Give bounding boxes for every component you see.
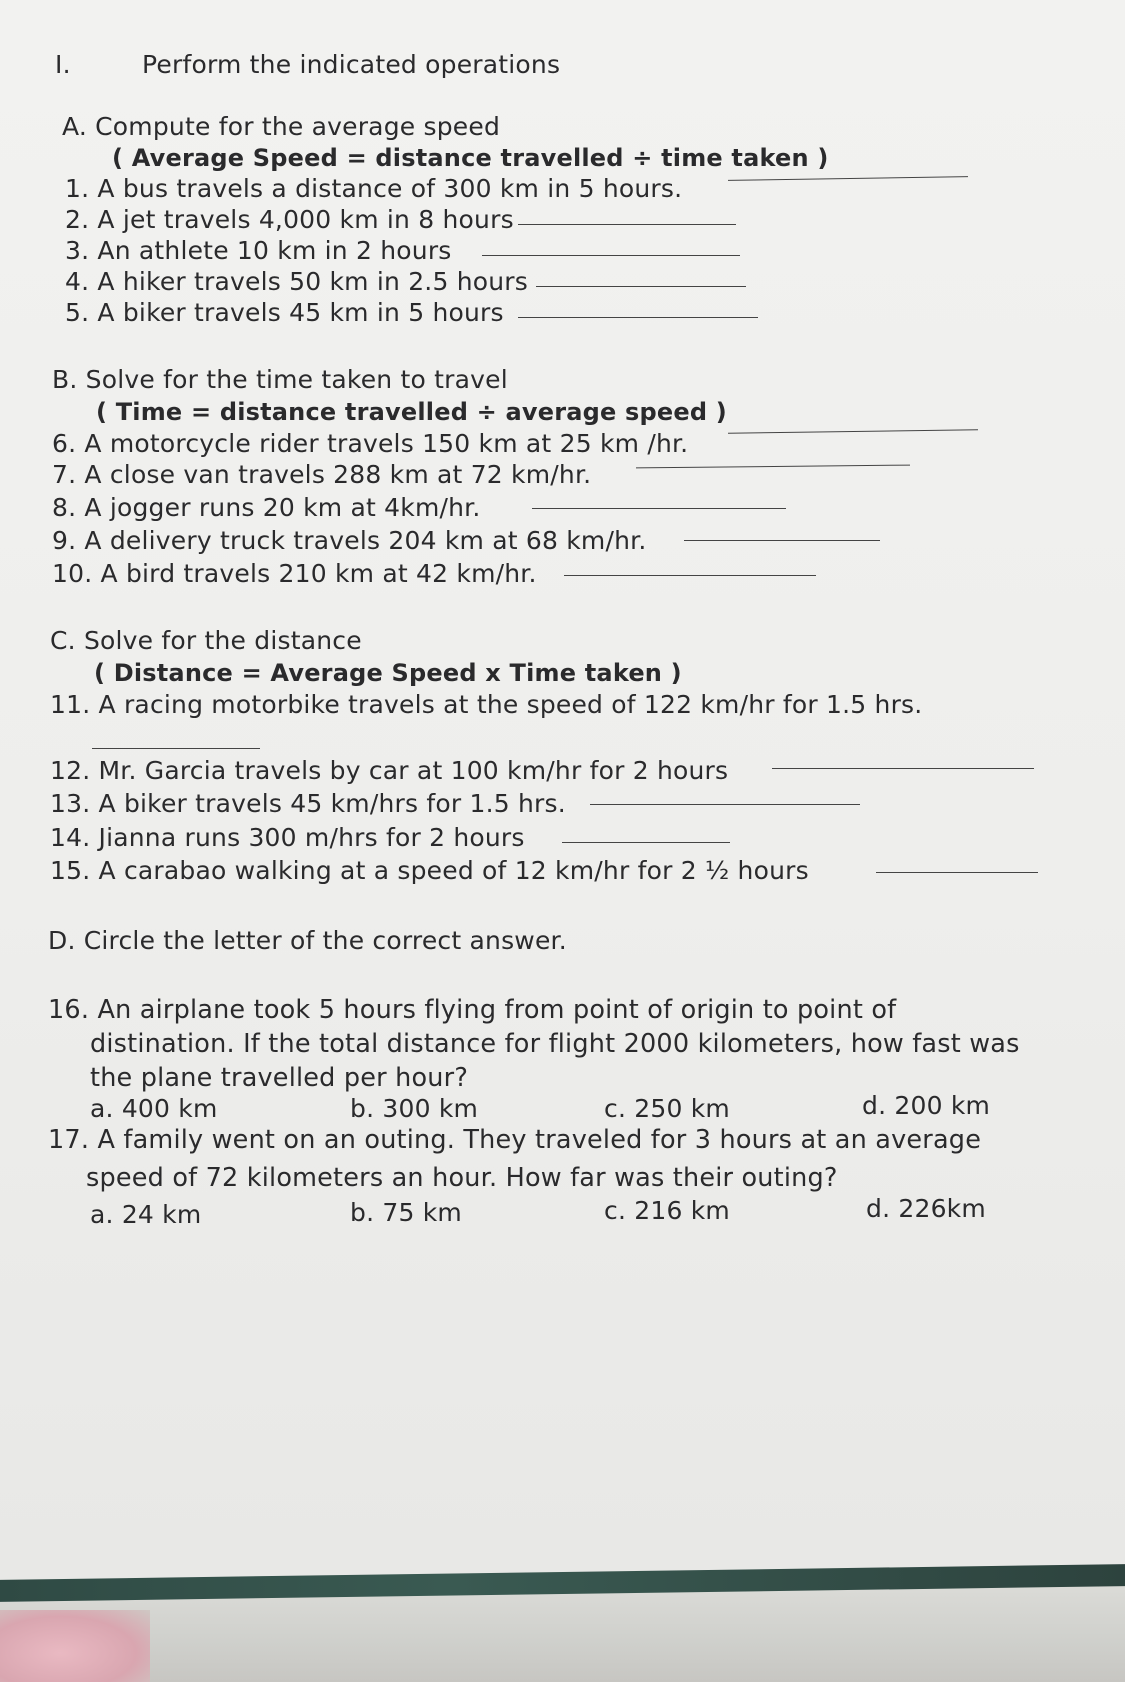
q16-choice-d[interactable]: d. 200 km xyxy=(862,1091,991,1120)
answer-blank-14[interactable] xyxy=(562,842,730,843)
fabric-pink-patch xyxy=(0,1610,150,1682)
roman-numeral: I. xyxy=(55,50,71,79)
section-b-title: B. Solve for the time taken to travel xyxy=(52,365,508,394)
q17-choice-d[interactable]: d. 226km xyxy=(866,1194,986,1223)
question-16-line-1: 16. An airplane took 5 hours flying from point of origin to point of xyxy=(48,995,897,1025)
section-c-formula: ( Distance = Average Speed x Time taken ) xyxy=(94,659,682,687)
question-16-line-3: the plane travelled per hour? xyxy=(90,1063,469,1093)
question-7: 7. A close van travels 288 km at 72 km/hr. xyxy=(52,460,592,489)
section-a-formula: ( Average Speed = distance travelled ÷ time taken ) xyxy=(112,144,829,172)
worksheet-title: Perform the indicated operations xyxy=(142,50,561,79)
question-8: 8. A jogger runs 20 km at 4km/hr. xyxy=(52,493,481,522)
question-2: 2. A jet travels 4,000 km in 8 hours xyxy=(65,205,514,234)
section-b-formula: ( Time = distance travelled ÷ average speed ) xyxy=(96,398,727,426)
question-17-line-2: speed of 72 kilometers an hour. How far was their outing? xyxy=(86,1163,838,1193)
answer-blank-5[interactable] xyxy=(518,317,758,318)
section-d-title: D. Circle the letter of the correct answer. xyxy=(48,926,567,955)
question-9: 9. A delivery truck travels 204 km at 68 km/hr. xyxy=(52,526,647,555)
question-5: 5. A biker travels 45 km in 5 hours xyxy=(65,298,504,327)
answer-blank-8[interactable] xyxy=(532,508,786,509)
answer-blank-13[interactable] xyxy=(590,804,860,805)
question-12: 12. Mr. Garcia travels by car at 100 km/hr for 2 hours xyxy=(50,756,729,785)
question-6: 6. A motorcycle rider travels 150 km at 25 km /hr. xyxy=(52,429,689,458)
q16-choice-c[interactable]: c. 250 km xyxy=(604,1094,730,1123)
answer-blank-2[interactable] xyxy=(518,224,736,225)
section-a-title: A. Compute for the average speed xyxy=(62,112,501,141)
answer-blank-15[interactable] xyxy=(876,872,1038,873)
q17-choice-b[interactable]: b. 75 km xyxy=(350,1198,462,1227)
question-1: 1. A bus travels a distance of 300 km in 5 hours. xyxy=(65,174,683,203)
answer-blank-12[interactable] xyxy=(772,768,1034,769)
answer-blank-4[interactable] xyxy=(536,286,746,287)
q16-choice-a[interactable]: a. 400 km xyxy=(90,1094,218,1123)
question-10: 10. A bird travels 210 km at 42 km/hr. xyxy=(52,559,537,588)
question-16-line-2: distination. If the total distance for flight 2000 kilometers, how fast was xyxy=(90,1029,1020,1059)
question-17-line-1: 17. A family went on an outing. They traveled for 3 hours at an average xyxy=(48,1125,982,1155)
question-13: 13. A biker travels 45 km/hrs for 1.5 hrs. xyxy=(50,789,566,818)
answer-blank-10[interactable] xyxy=(564,575,816,576)
answer-blank-9[interactable] xyxy=(684,540,880,541)
section-c-title: C. Solve for the distance xyxy=(50,626,362,655)
answer-blank-3[interactable] xyxy=(482,255,740,256)
question-15: 15. A carabao walking at a speed of 12 km/hr for 2 ½ hours xyxy=(50,856,809,885)
q16-choice-b[interactable]: b. 300 km xyxy=(350,1094,479,1123)
question-4: 4. A hiker travels 50 km in 2.5 hours xyxy=(65,267,528,296)
answer-blank-11[interactable] xyxy=(92,748,260,749)
question-11: 11. A racing motorbike travels at the speed of 122 km/hr for 1.5 hrs. xyxy=(50,690,923,719)
question-3: 3. An athlete 10 km in 2 hours xyxy=(65,236,452,265)
question-14: 14. Jianna runs 300 m/hrs for 2 hours xyxy=(50,823,525,852)
q17-choice-c[interactable]: c. 216 km xyxy=(604,1196,730,1225)
q17-choice-a[interactable]: a. 24 km xyxy=(90,1200,202,1229)
